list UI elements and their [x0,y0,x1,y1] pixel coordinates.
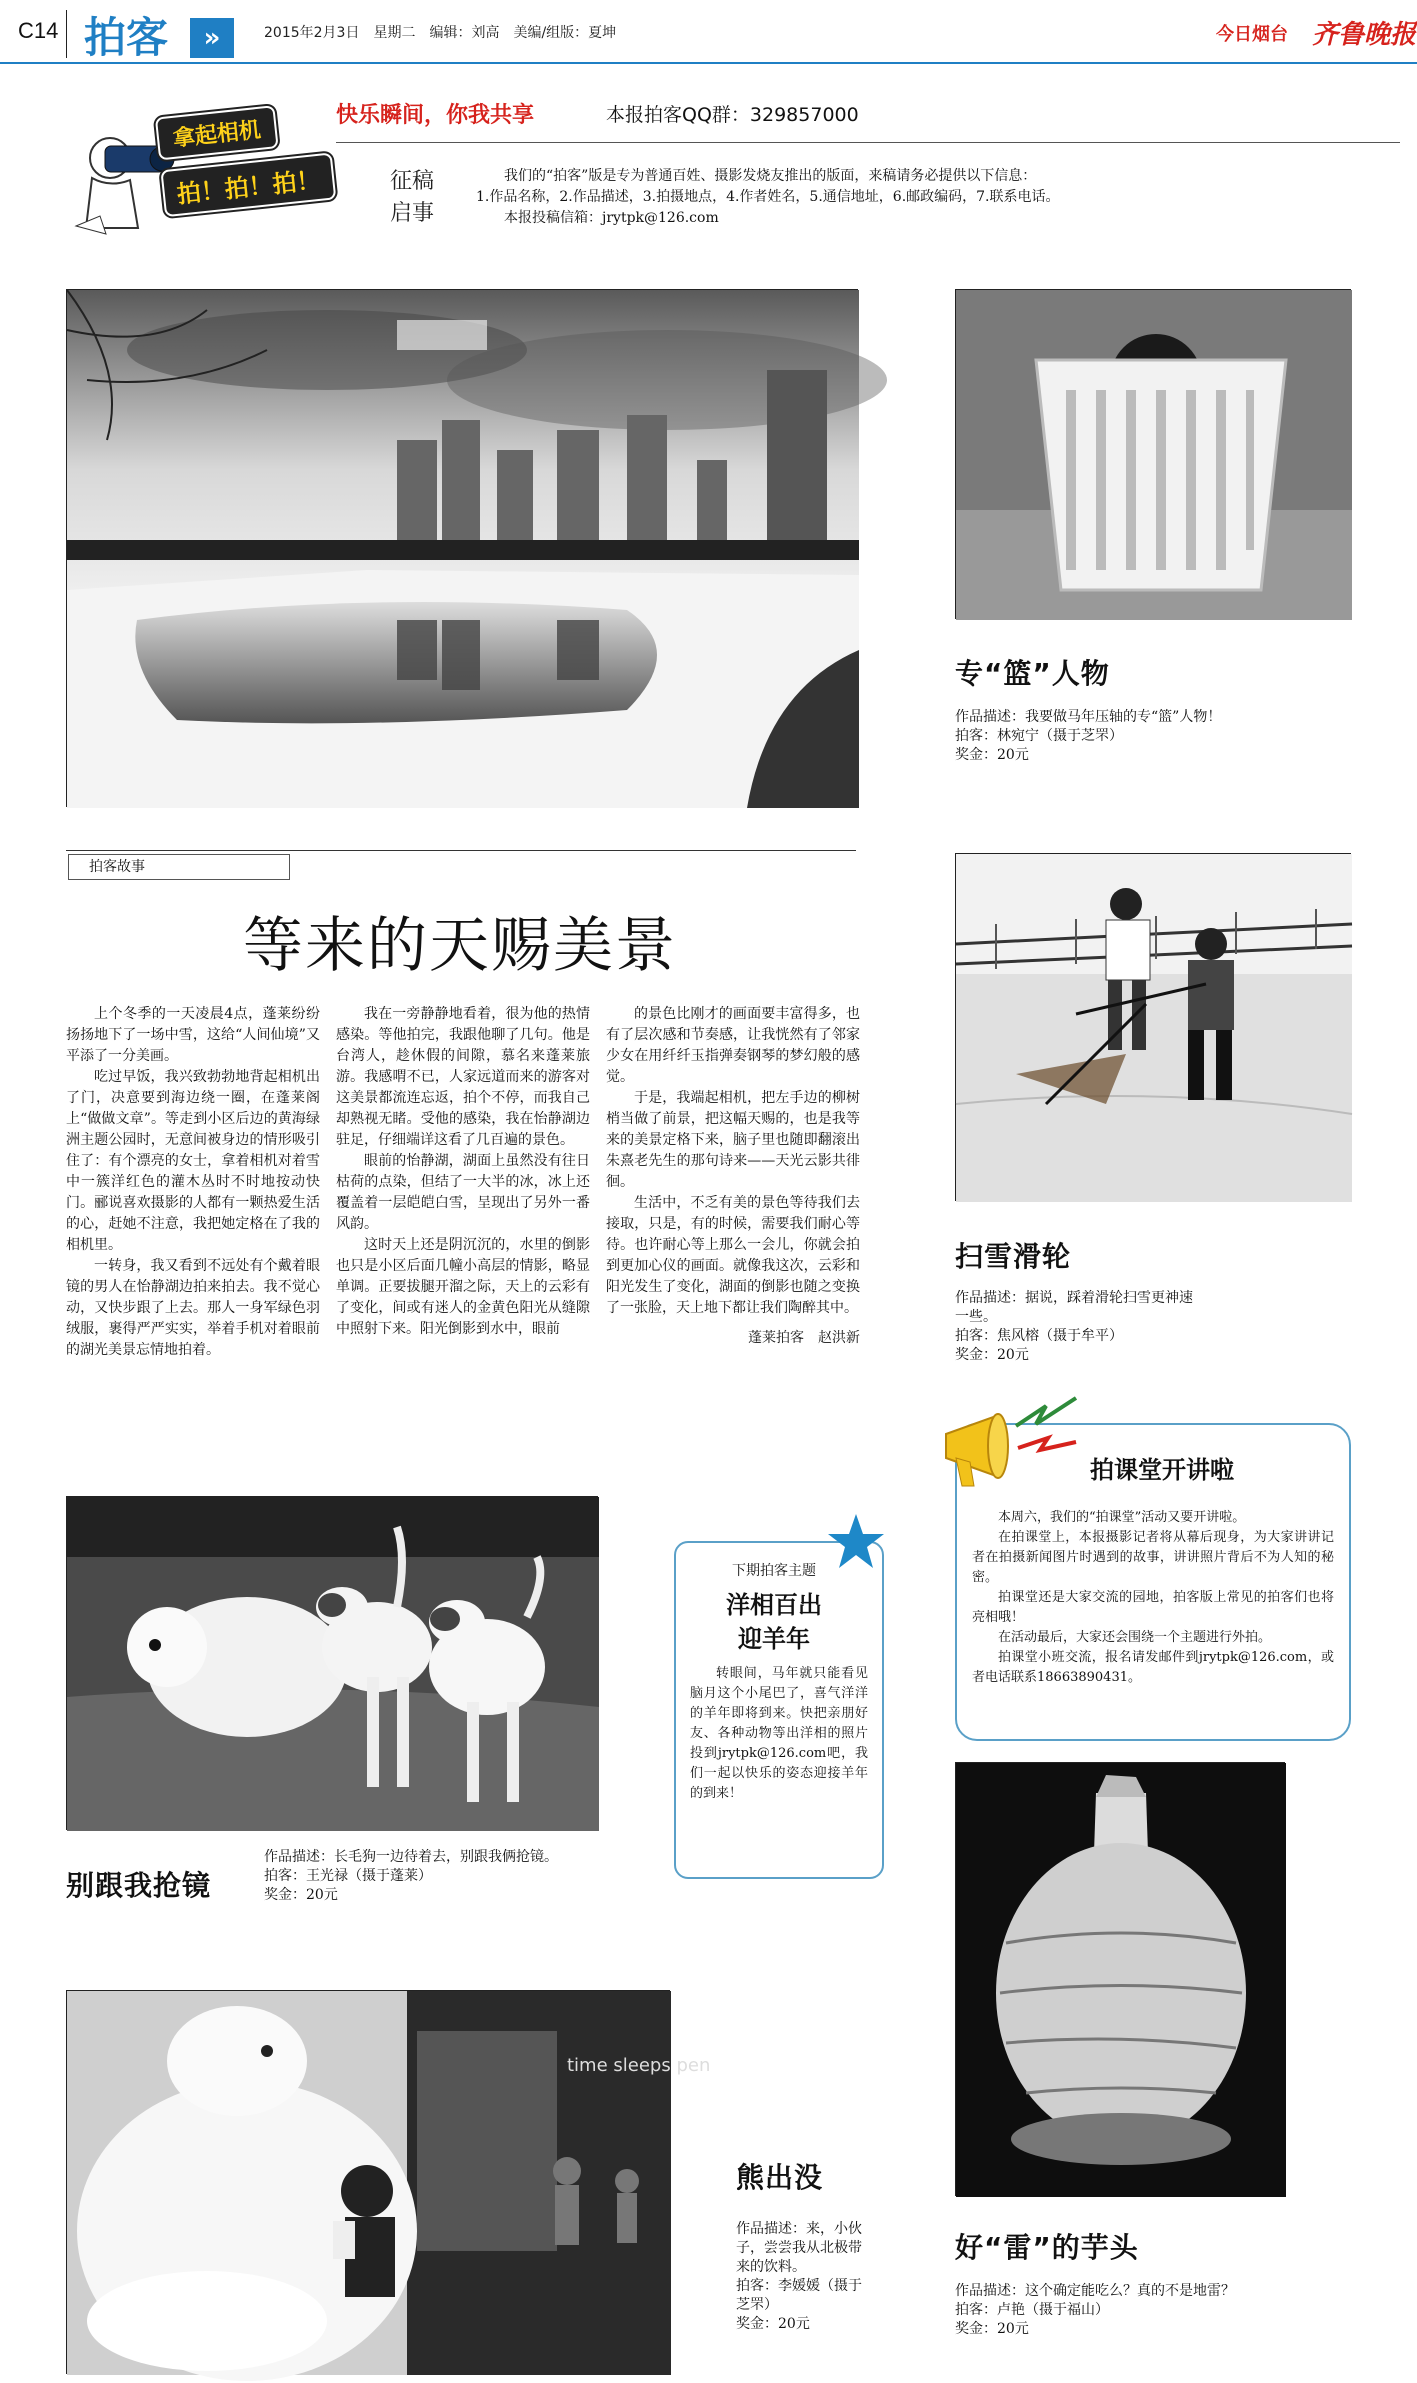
story-para: 眼前的怡静湖，湖面上虽然没有往日枯荷的点染，但结了一大半的冰，冰上还覆盖着一层皑皑白雪，呈现出了另外一番风韵。 [336,1153,590,1232]
classroom-para: 在活动最后，大家还会围绕一个主题进行外拍。 [998,1630,1272,1645]
header-meta: 2015年2月3日 星期二 编辑：刘高 美编/组版：夏坤 [264,25,617,41]
caption-desc: 作品描述：长毛狗一边待着去，别跟我俩抢镜。 [264,1849,558,1865]
story-col-1 [66,1004,320,1361]
camera-badge [155,99,345,225]
classroom-para: 在拍课堂上，本报摄影记者将从幕后现身，为大家讲讲记者在拍摄新闻图片时遇到的故事，讲讲照片背后不为人知的秘密。 [972,1530,1334,1585]
section-arrow-icon: » [190,18,234,58]
story-para: 上个冬季的一天凌晨4点，蓬莱纷纷扬扬地下了一场中雪，这给“人间仙境”又平添了一分美画。 [66,1006,320,1064]
story-para: 的景色比刚才的画面要丰富得多，也有了层次感和节奏感，让我恍然有了邻家少女在用纤纤玉指弹奏钢琴的梦幻般的感觉。 [606,1006,860,1085]
story-byline: 蓬莱拍客 赵洪新 [748,1330,860,1346]
bear-sign-text: time sleeps pen [567,2055,711,2076]
caption-desc: 作品描述：我要做马年压轴的专“篮”人物！ [955,709,1222,725]
story-para: 我在一旁静静地看着，很为他的热情感染。等他拍完，我跟他聊了几句。他是台湾人，趁休假的间隙，慕名来蓬莱旅游。我感喟不已，人家远道而来的游客对这美景都流连忘返，拍个不停，而我自己却熟视无睹。受他的感染，我在怡静湖边驻足，仔细端详这看了几百遍的景色。 [336,1006,590,1148]
caption-author: 拍客：卢艳（摄于福山） [955,2302,1109,2318]
story-tag: 拍客故事 [68,854,290,880]
classroom-title: 拍课堂开讲啦 [1090,1456,1234,1484]
notice-label [390,166,434,230]
skate-photo [955,853,1351,1201]
story-top-rule [66,850,856,851]
taro-photo [955,1762,1285,2196]
next-topic-title-2: 迎羊年 [738,1625,810,1653]
snow-park-photo [66,289,858,807]
caption-author: 拍客：李媛媛（摄于芝罘） [736,2278,862,2313]
notice-label-2: 启事 [390,201,435,226]
next-topic-body: 转眼间，马年就只能看见脑月这个小尾巴了，喜气洋洋的羊年即将到来。快把亲朋好友、各种动物等出洋相的照片投到jrytpk@126.com吧，我们一起以快乐的姿态迎接羊年的到来！ [690,1666,868,1801]
notice-line-3: 本报投稿信箱：jrytpk@126.com [504,210,719,226]
caption-author: 拍客：王光禄（摄于蓬莱） [264,1868,432,1884]
notice-text [476,166,1236,229]
caption-dogs [264,1848,604,1905]
story-para: 一转身，我又看到不远处有个戴着眼镜的男人在怡静湖边拍来拍去。我不觉心动，又快步跟了上去。那人一身军绿色羽绒服，裹得严严实实，举着手机对着眼前的湖光美景忘情地拍着。 [66,1258,320,1358]
banner-slogan: 快乐瞬间，你我共享 [336,103,535,128]
caption-prize: 奖金：20元 [955,2321,1029,2337]
classroom-body [972,1508,1334,1688]
photo-title-bear: 熊出没 [736,2161,824,2194]
section-title: 拍客 [84,13,169,62]
basket-photo [955,289,1351,619]
newspaper-logo: 齐鲁晚报 [1312,20,1417,50]
qq-group: 本报拍客QQ群：329857000 [606,104,859,126]
story-para: 于是，我端起相机，把左手边的柳树梢当做了前景，把这幅天赐的，也是我等来的美景定格下来，脑子里也随即翻滚出朱熹老先生的那句诗来——天光云影共徘徊。 [606,1090,860,1190]
caption-author: 拍客：焦风榕（摄于牟平） [955,1328,1123,1344]
megaphone-icon [936,1386,1096,1496]
notice-label-1: 征稿 [390,169,435,194]
next-topic-label: 下期拍客主题 [732,1563,816,1579]
classroom-para: 本周六，我们的“拍课堂”活动又要开讲啦。 [998,1510,1246,1525]
story-col-2 [336,1004,590,1340]
caption-prize: 奖金：20元 [955,1347,1029,1363]
page-number: C14 [18,18,59,43]
caption-desc: 作品描述：来，小伙子，尝尝我从北极带来的饮料。 [736,2221,862,2275]
banner-rule [336,142,1400,143]
next-topic-title [674,1588,874,1656]
next-topic-title-1: 洋相百出 [726,1591,822,1619]
caption-basket [955,708,1351,765]
region-label: 今日烟台 [1216,24,1288,45]
caption-prize: 奖金：20元 [736,2316,810,2332]
badge-line2: 拍！拍！拍！ [160,152,336,217]
caption-desc: 作品描述：据说，踩着滑轮扫雪更神速一些。 [955,1290,1193,1325]
photo-title-skate: 扫雪滑轮 [955,1240,1072,1273]
story-title: 等来的天赐美景 [243,911,677,981]
header-rule [0,62,1417,64]
notice-line-2: 1.作品名称，2.作品描述，3.拍摄地点，4.作者姓名，5.通信地址，6.邮政编码，7.联系电话。 [476,189,1060,205]
dogs-photo [66,1496,598,1830]
story-para: 吃过早饭，我兴致勃勃地背起相机出了门，决意要到海边绕一圈，在蓬莱阁上“做做文章”。等走到小区后边的黄海绿洲主题公园时，无意间被身边的情形吸引住了：有个漂亮的女士，拿着相机对着雪中一簇洋红色的灌木丛时不时地按动快门。郦说喜欢摄影的人都有一颗热爱生活的心，赶她不注意，我把她定格在了我的相机里。 [66,1069,320,1253]
caption-prize: 奖金：20元 [955,747,1029,763]
photo-title-dogs: 别跟我抢镜 [66,1869,212,1902]
header-divider [66,10,67,58]
caption-bear [736,2220,870,2334]
notice-line-1: 我们的“拍客”版是专为普通百姓、摄影发烧友推出的版面，来稿请务必提供以下信息： [504,168,1037,184]
photo-title-taro: 好“雷”的芋头 [955,2231,1139,2264]
badge-line1: 拿起相机 [155,105,279,160]
story-para: 生活中，不乏有美的景色等待我们去接取，只是，有的时候，需要我们耐心等待。也许耐心等上那么一会儿，你就会拍到更加心仪的画面。就像我这次，云彩和阳光发生了变化，湖面的倒影也随之变换了一张脸，天上地下都让我们陶醉其中。 [606,1195,860,1316]
caption-desc: 作品描述：这个确定能吃么？真的不是地雷？ [955,2283,1235,2299]
story-col-3 [606,1004,860,1347]
caption-prize: 奖金：20元 [264,1887,338,1903]
classroom-para: 拍课堂还是大家交流的园地，拍客版上常见的拍客们也将亮相哦！ [972,1590,1334,1625]
classroom-para: 拍课堂小班交流，报名请发邮件到jrytpk@126.com，或者电话联系18663890431。 [972,1650,1334,1685]
photo-title-basket: 专“篮”人物 [955,657,1110,690]
caption-taro [955,2282,1235,2339]
story-para: 这时天上还是阴沉沉的，水里的倒影也只是小区后面几幢小高层的情影，略显单调。正要拔腿开溜之际，天上的云彩有了变化，间或有迷人的金黄色阳光从缝隙中照射下来。阳光倒影到水中，眼前 [336,1237,590,1337]
caption-author: 拍客：林宛宁（摄于芝罘） [955,728,1123,744]
bear-photo [66,1990,711,2374]
caption-skate [955,1289,1205,1365]
